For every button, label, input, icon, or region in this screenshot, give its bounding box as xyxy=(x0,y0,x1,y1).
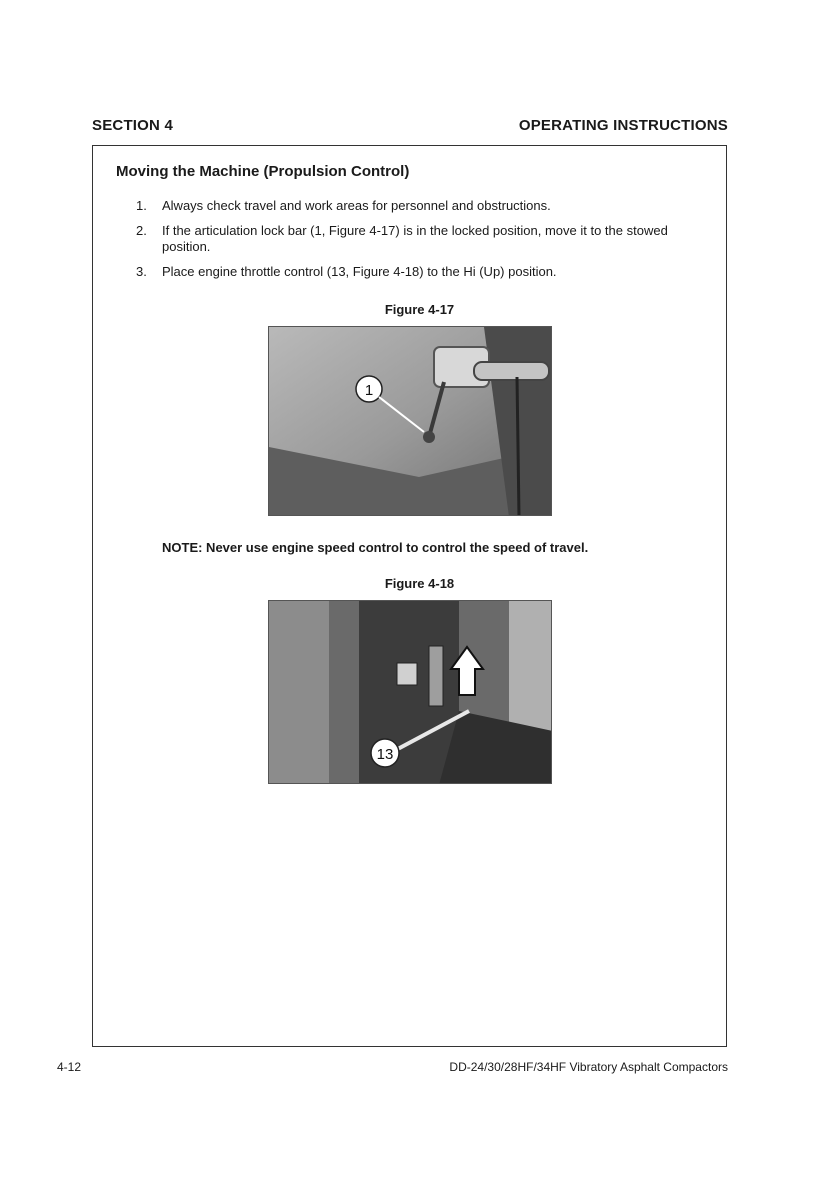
list-item xyxy=(136,223,696,255)
page-number: 4-12 xyxy=(57,1060,82,1074)
step-number: 1. xyxy=(136,198,147,213)
figure-4-17-caption: Figure 4-17 xyxy=(384,302,455,317)
step-number: 3. xyxy=(136,264,147,279)
note-text: NOTE: Never use engine speed control to control the speed of travel. xyxy=(162,540,589,555)
articulation-lock-illustration xyxy=(269,327,552,516)
page-title: Moving the Machine (Propulsion Control) xyxy=(116,163,410,180)
throttle-control-illustration xyxy=(269,601,552,784)
product-name: DD-24/30/28HF/34HF Vibratory Asphalt Compactors xyxy=(449,1060,728,1074)
figure-4-18-caption: Figure 4-18 xyxy=(384,576,455,591)
list-item xyxy=(136,264,696,280)
figure-4-18-photo xyxy=(268,600,552,784)
figure-4-17-photo xyxy=(268,326,552,516)
chapter-header: OPERATING INSTRUCTIONS xyxy=(518,117,728,134)
callout-1-label: 1 xyxy=(364,382,374,399)
step-text: Always check travel and work areas for personnel and obstructions. xyxy=(162,198,551,213)
list-item xyxy=(136,198,696,214)
callout-13-label: 13 xyxy=(376,746,394,763)
step-list xyxy=(136,198,696,289)
section-header: SECTION 4 xyxy=(92,117,173,134)
step-text: If the articulation lock bar (1, Figure 4-17) is in the locked position, move it to the stowed position. xyxy=(162,223,668,254)
step-number: 2. xyxy=(136,223,147,238)
step-text: Place engine throttle control (13, Figure 4-18) to the Hi (Up) position. xyxy=(162,264,557,279)
